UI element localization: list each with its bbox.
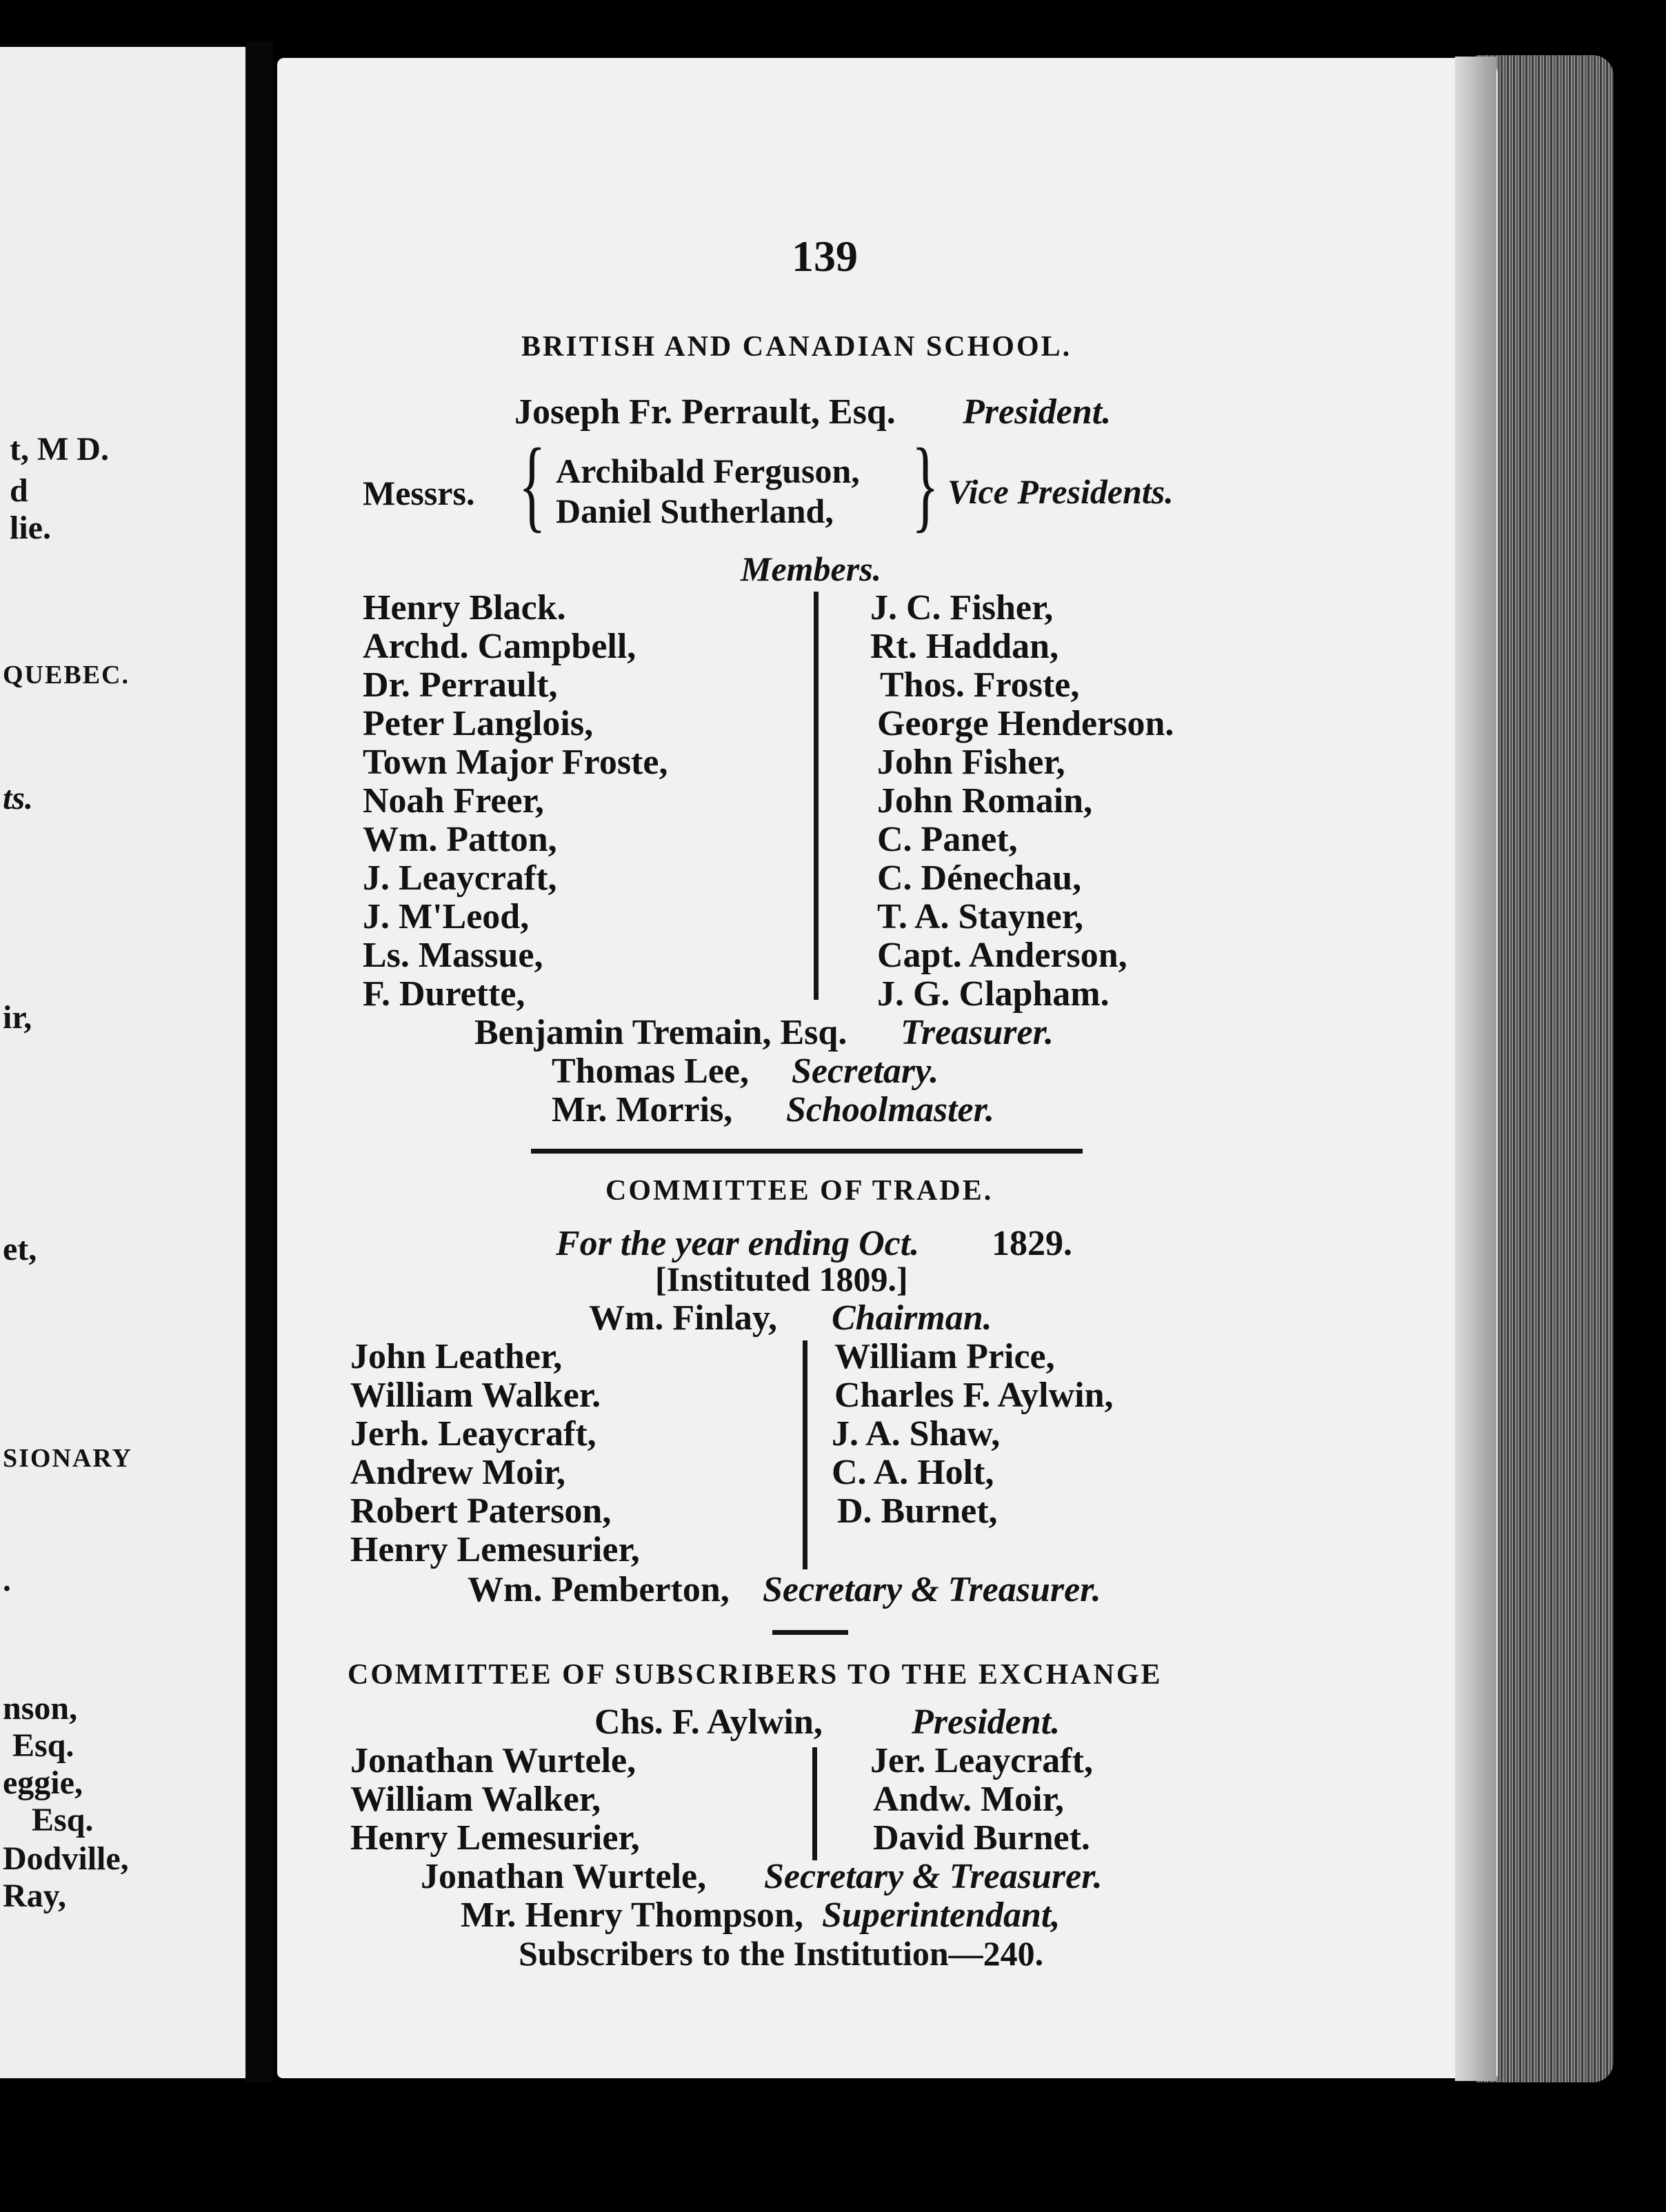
president-name: Joseph Fr. Perrault, Esq.	[514, 392, 896, 432]
fragment-text: .	[3, 1562, 11, 1598]
member-name: Jerh. Leaycraft,	[350, 1414, 596, 1454]
member-name: Ls. Massue,	[363, 936, 543, 975]
short-divider	[772, 1630, 848, 1635]
secretary-name: Jonathan Wurtele,	[421, 1857, 707, 1896]
member-name: J. M'Leod,	[363, 897, 530, 936]
chairman-title: Chairman.	[832, 1298, 992, 1338]
member-name: D. Burnet,	[837, 1491, 998, 1531]
fragment-text: eggie,	[3, 1764, 83, 1801]
year-number: 1829.	[992, 1224, 1072, 1263]
member-name: J. A. Shaw,	[832, 1414, 1001, 1454]
member-name: C. Dénechau,	[877, 858, 1082, 898]
member-name: Henry Lemesurier,	[350, 1818, 640, 1858]
secretary-title: Secretary & Treasurer.	[763, 1570, 1101, 1609]
secretary-name: Wm. Pemberton,	[468, 1570, 730, 1609]
member-name: Andw. Moir,	[873, 1780, 1064, 1819]
page-edge-shadow	[1455, 57, 1496, 2081]
president-title: President.	[912, 1702, 1061, 1742]
member-name: F. Durette,	[363, 974, 525, 1014]
section-heading: BRITISH AND CANADIAN SCHOOL.	[521, 331, 1072, 363]
fragment-text: t, M D.	[10, 431, 109, 467]
treasurer-title: Treasurer.	[901, 1013, 1054, 1052]
section-divider	[531, 1149, 1083, 1154]
member-name: C. A. Holt,	[832, 1453, 994, 1492]
member-name: Jer. Leaycraft,	[870, 1741, 1093, 1780]
member-name: Robert Paterson,	[350, 1491, 612, 1531]
members-label: Members.	[741, 550, 882, 588]
fragment-text: QUEBEC.	[3, 661, 130, 690]
member-name: Town Major Froste,	[363, 743, 668, 782]
page-number: 139	[792, 232, 858, 281]
secretary-name: Thomas Lee,	[552, 1052, 749, 1091]
member-name: J. G. Clapham.	[877, 974, 1110, 1014]
vice-president-title: Vice Presidents.	[947, 472, 1174, 511]
member-name: George Henderson.	[877, 704, 1174, 743]
member-name: John Romain,	[877, 781, 1093, 821]
member-name: Archd. Campbell,	[363, 627, 636, 666]
fragment-text: Ray,	[3, 1878, 67, 1914]
treasurer-name: Benjamin Tremain, Esq.	[474, 1013, 847, 1052]
subscribers-count: Subscribers to the Institution—240.	[519, 1934, 1044, 1973]
fragment-text: et,	[3, 1231, 37, 1267]
president-name: Chs. F. Aylwin,	[594, 1702, 823, 1742]
member-name: William Walker,	[350, 1780, 601, 1819]
column-divider	[812, 1747, 817, 1860]
president-title: President.	[963, 392, 1112, 432]
member-name: William Price,	[834, 1337, 1055, 1376]
superintendent-name: Mr. Henry Thompson,	[461, 1896, 803, 1935]
section-heading: COMMITTEE OF SUBSCRIBERS TO THE EXCHANGE	[348, 1659, 1163, 1691]
secretary-title: Secretary & Treasurer.	[764, 1857, 1103, 1896]
member-name: David Burnet.	[873, 1818, 1090, 1858]
member-name: Wm. Patton,	[363, 820, 557, 859]
column-divider	[803, 1340, 807, 1569]
member-name: Charles F. Aylwin,	[834, 1376, 1114, 1415]
book-gutter	[245, 41, 273, 2082]
messrs-label: Messrs.	[363, 474, 475, 512]
fragment-text: Esq.	[32, 1802, 94, 1838]
member-name: William Walker.	[350, 1376, 601, 1415]
fragment-text: SIONARY	[3, 1444, 132, 1473]
member-name: John Leather,	[350, 1337, 563, 1376]
member-name: T. A. Stayner,	[877, 897, 1084, 936]
member-name: Peter Langlois,	[363, 704, 594, 743]
fragment-text: d	[10, 472, 28, 509]
member-name: Capt. Anderson,	[877, 936, 1127, 975]
fragment-text: Dodville,	[3, 1840, 129, 1877]
right-brace-icon: }	[912, 428, 939, 542]
schoolmaster-name: Mr. Morris,	[552, 1090, 733, 1129]
vice-president: Daniel Sutherland,	[556, 492, 834, 530]
secretary-title: Secretary.	[792, 1052, 939, 1091]
instituted-note: [Instituted 1809.]	[655, 1260, 908, 1298]
member-name: J. Leaycraft,	[363, 858, 557, 898]
member-name: Henry Black.	[363, 588, 566, 627]
member-name: Jonathan Wurtele,	[350, 1741, 636, 1780]
fragment-text: Esq.	[12, 1727, 74, 1764]
member-name: Thos. Froste,	[880, 665, 1080, 705]
column-divider	[814, 592, 819, 1000]
member-name: Henry Lemesurier,	[350, 1530, 640, 1569]
fragment-text: nson,	[3, 1690, 78, 1727]
section-heading: COMMITTEE OF TRADE.	[605, 1175, 994, 1207]
member-name: Andrew Moir,	[350, 1453, 565, 1492]
member-name: J. C. Fisher,	[870, 588, 1054, 627]
member-name: John Fisher,	[877, 743, 1065, 782]
vice-president: Archibald Ferguson,	[556, 452, 860, 490]
fragment-text: lie.	[10, 510, 51, 546]
member-name: C. Panet,	[877, 820, 1018, 859]
schoolmaster-title: Schoolmaster.	[786, 1090, 994, 1129]
fragment-text: ts.	[3, 780, 34, 816]
left-brace-icon: {	[519, 428, 546, 542]
member-name: Rt. Haddan,	[870, 627, 1059, 666]
fragment-text: ir,	[3, 999, 32, 1036]
chairman-name: Wm. Finlay,	[589, 1298, 778, 1338]
year-text: For the year ending Oct.	[556, 1224, 920, 1263]
member-name: Noah Freer,	[363, 781, 544, 821]
superintendent-title: Superintendant,	[822, 1896, 1061, 1935]
member-name: Dr. Perrault,	[363, 665, 558, 705]
